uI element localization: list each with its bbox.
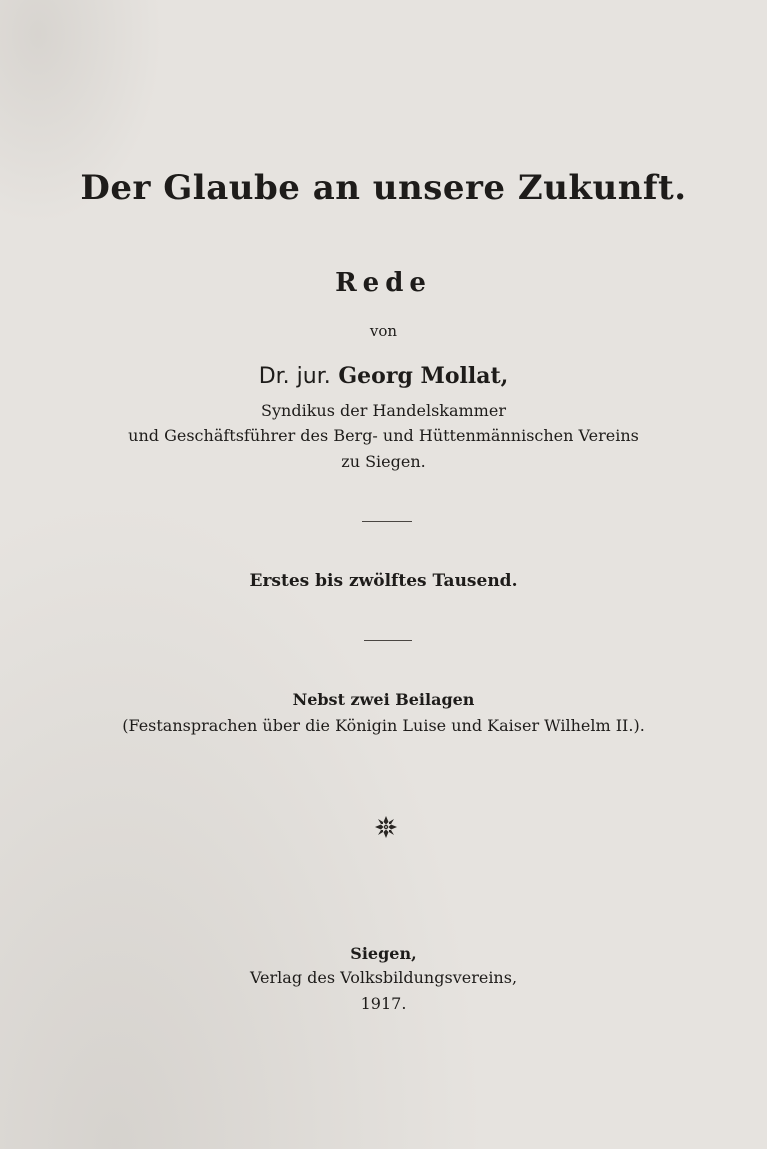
genre-heading: Rede — [335, 268, 432, 298]
floral-ornament-icon — [374, 815, 398, 839]
by-word: von — [369, 322, 398, 340]
author-line — [0, 363, 767, 389]
supplement-detail: (Festansprachen über die Königin Luise und Kaiser Wilhelm II.). — [122, 716, 645, 735]
divider-rule — [364, 640, 412, 641]
author-prefix: Dr. jur. — [258, 364, 331, 389]
edition-statement: Erstes bis zwölftes Tausend. — [249, 571, 518, 591]
author-role-line-2: und Geschäftsführer des Berg- und Hüttenmännischen Vereins — [128, 426, 639, 445]
author-role-line-1: Syndikus der Handelskammer — [261, 401, 506, 420]
author-role-line-3: zu Siegen. — [341, 452, 426, 471]
author-name: Georg Mollat, — [338, 363, 509, 389]
supplement-heading: Nebst zwei Beilagen — [292, 690, 475, 709]
publication-place: Siegen, — [350, 944, 417, 963]
divider-rule — [362, 521, 412, 522]
publication-year: 1917. — [360, 994, 407, 1013]
publisher-name: Verlag des Volksbildungsvereins, — [249, 968, 518, 987]
book-title: Der Glaube an unsere Zukunft. — [80, 168, 687, 208]
